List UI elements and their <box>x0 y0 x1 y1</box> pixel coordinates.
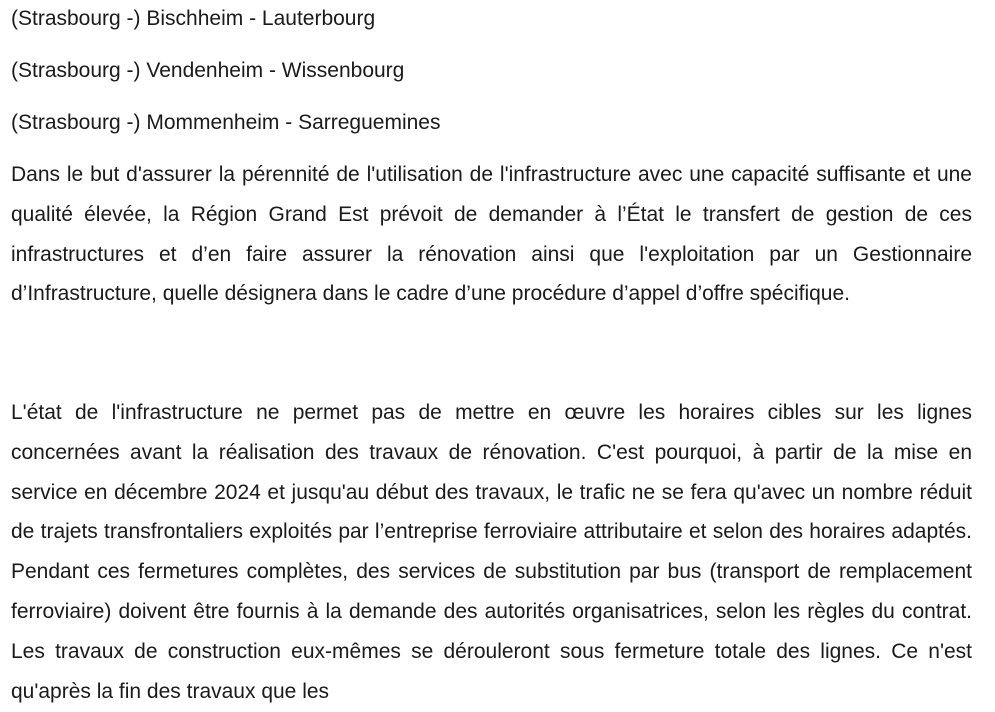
route-line-wissenbourg: (Strasbourg -) Vendenheim - Wissenbourg <box>11 59 405 82</box>
route-line-sarreguemines: (Strasbourg -) Mommenheim - Sarreguemines <box>11 111 441 134</box>
paragraph-infrastructure-transfer: Dans le but d'assurer la pérennité de l'utilisation de l'infrastructure avec une capacité suffisante et une qualité élevée, la Région Grand Est prévoit de demander à l’État le transfert de gestion de ces infrastructures et d’en faire assurer la rénovation ainsi que l'exploitation par un Gestionnaire d’Infrastructure, quelle désignera dans le cadre d’une procédure d’appel d’offre spécifique. <box>11 163 972 306</box>
paragraph-infrastructure-state: L'état de l'infrastructure ne permet pas de mettre en œuvre les horaires cibles sur les lignes concernées avant la réalisation des travaux de rénovation. C'est pourquoi, à partir de la mise en service en décembre 2024 et jusqu'au début des travaux, le trafic ne se fera qu'avec un nombre réduit de trajets transfrontaliers exploités par l’entreprise ferroviaire attributaire et selon des horaires adaptés. Pendant ces fermetures complètes, des services de substitution par bus (transport de remplacement ferroviaire) doivent être fournis à la demande des autorités organisatrices, selon les règles du contrat. Les travaux de construction eux-mêmes se dérouleront sous fermeture totale des lignes. Ce n'est qu'après la fin des travaux que les <box>11 401 972 703</box>
route-line-lauterbourg: (Strasbourg -) Bischheim - Lauterbourg <box>11 7 376 30</box>
